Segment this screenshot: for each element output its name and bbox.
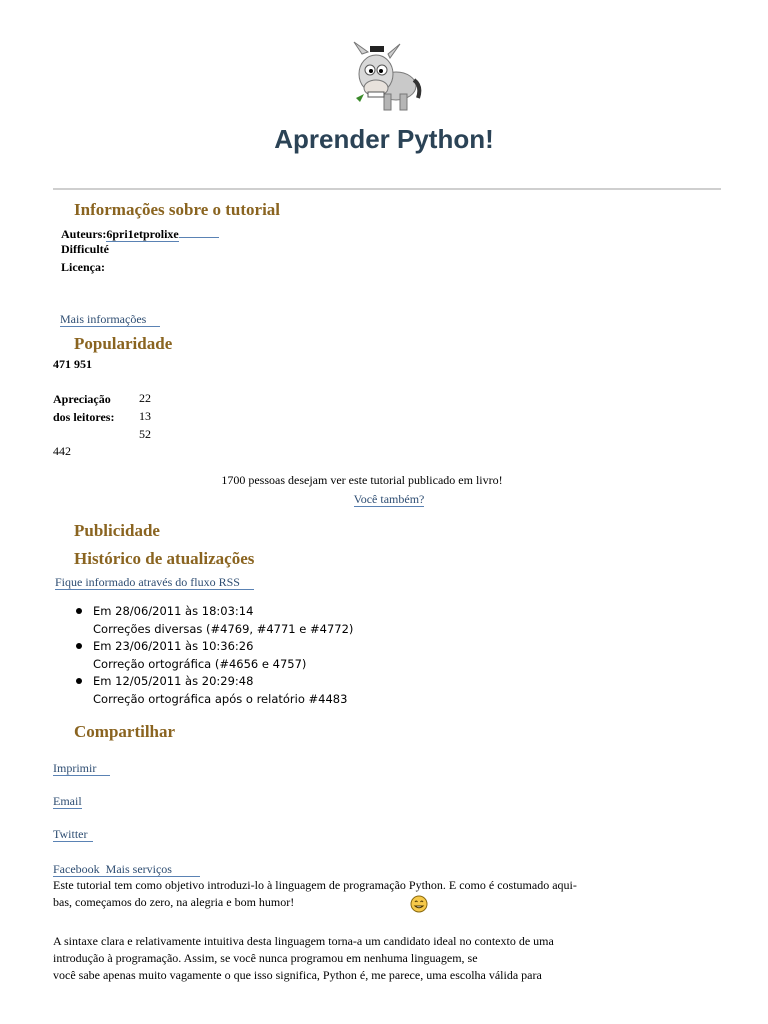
intro-paragraph-1 (53, 877, 633, 911)
rating-value: 22 (139, 391, 151, 405)
bullet (76, 608, 82, 614)
email-link[interactable]: Email (53, 794, 82, 808)
book-vote-link[interactable]: Você também? (353, 492, 425, 506)
rss-link[interactable]: Fique informado através do fluxo RSS (55, 575, 254, 590)
history-entry (53, 673, 353, 708)
history-entry (53, 638, 353, 673)
intro-line: Este tutorial tem como objetivo introduzi-lo à linguagem de programação Python. E como é costumado aqui- (53, 878, 577, 892)
twitter-link[interactable]: Twitter (53, 827, 93, 842)
print-link[interactable]: Imprimir (53, 761, 110, 776)
rating-value: 52 (139, 427, 151, 441)
bullet (76, 643, 82, 649)
book-request-text: 1700 pessoas desejam ver este tutorial publicado em livro! (221, 473, 503, 487)
info-heading: Informações sobre o tutorial (74, 200, 281, 219)
header-divider (53, 188, 721, 190)
more-services-link[interactable]: Mais serviços (100, 862, 200, 877)
popularity-heading: Popularidade (74, 334, 173, 353)
page-title: Aprender Python! (274, 124, 494, 154)
view-count: 471 951 (53, 357, 92, 371)
history-entry (53, 603, 353, 638)
donkey-mascot-icon (348, 40, 424, 112)
authors-label: Auteurs: (61, 227, 107, 241)
license-label: Licença: (61, 260, 105, 274)
history-list (53, 603, 353, 708)
intro-line: você sabe apenas muito vagamente o que isso significa, Python é, me parece, uma escolha válida para (53, 968, 542, 982)
authors-row (61, 225, 219, 243)
rating-label-line1: Apreciação (53, 392, 111, 406)
rating-total: 442 (53, 444, 71, 458)
history-desc: Correção ortográfica (#4656 e 4757) (93, 656, 307, 671)
intro-line: introdução à programação. Assim, se você nunca programou em nenhuma linguagem, se (53, 951, 478, 965)
history-date: Em 23/06/2011 às 10:36:26 (93, 639, 254, 653)
facebook-link[interactable]: Facebook (53, 862, 100, 876)
rating-label-line2: dos leitores: (53, 410, 115, 424)
bullet (76, 678, 82, 684)
intro-line: A sintaxe clara e relativamente intuitiva desta linguagem torna-a um candidato ideal no contexto de uma (53, 934, 554, 948)
rating-value: 13 (139, 409, 151, 423)
share-services-row (53, 860, 200, 878)
author-link-extra[interactable] (179, 229, 219, 238)
book-link-row (0, 490, 768, 508)
history-desc: Correção ortográfica após o relatório #4483 (93, 691, 348, 706)
history-date: Em 12/05/2011 às 20:29:48 (93, 674, 254, 688)
more-info-link[interactable]: Mais informações (60, 312, 160, 327)
author-link[interactable]: 6pri1etprolixe (106, 227, 179, 241)
intro-line: bas, começamos do zero, na alegria e bom humor! (53, 895, 295, 909)
history-heading: Histórico de atualizações (74, 549, 255, 568)
smiley-face-icon (410, 895, 428, 913)
ads-heading: Publicidade (74, 521, 160, 540)
history-date: Em 28/06/2011 às 18:03:14 (93, 604, 254, 618)
difficulty-label: Difficulté (61, 242, 109, 256)
intro-paragraph-2 (53, 933, 633, 984)
share-heading: Compartilhar (74, 722, 176, 741)
history-desc: Correções diversas (#4769, #4771 e #4772) (93, 621, 354, 636)
